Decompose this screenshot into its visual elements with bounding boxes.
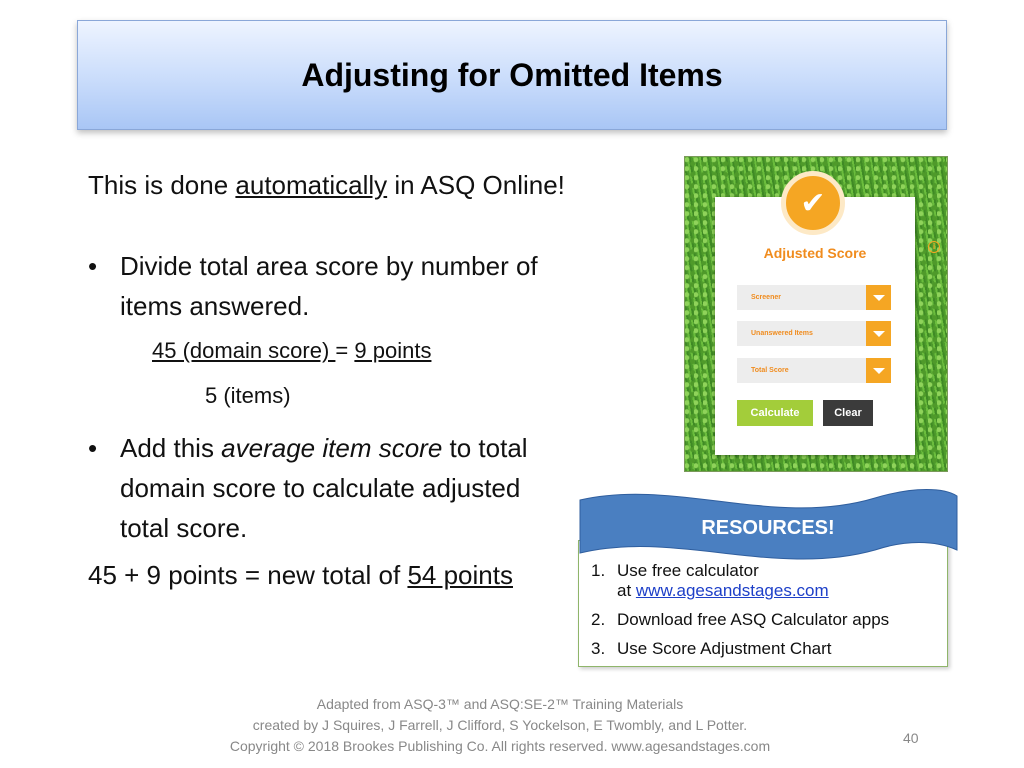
slide-title: Adjusting for Omitted Items <box>301 56 723 93</box>
bullet-text <box>120 428 570 548</box>
page-number: 40 <box>903 730 919 746</box>
item-sub <box>617 581 889 601</box>
total-score-select <box>737 358 891 383</box>
fraction-result: 9 points <box>354 338 432 363</box>
intro-before: This is done <box>88 170 236 200</box>
item-text: Download free ASQ Calculator apps <box>617 610 890 629</box>
field-label: Total Score <box>751 367 789 374</box>
intro-line <box>88 170 565 201</box>
calculator-title: Adjusted Score <box>763 245 867 261</box>
field-label: Unanswered Items <box>751 330 813 337</box>
total-result: 54 points <box>407 560 513 590</box>
fraction-denominator: 5 (items) <box>205 383 291 408</box>
bullet-divide <box>88 246 570 326</box>
bullet-italic: average item score <box>221 433 443 463</box>
footer-line-1: Adapted from ASQ-3™ and ASQ:SE-2™ Training Materials <box>316 696 684 712</box>
screener-select <box>737 285 891 310</box>
title-bar <box>77 20 947 130</box>
calculator-card <box>715 197 936 455</box>
footer-line-3: Copyright © 2018 Brookes Publishing Co. All rights reserved. www.agesandstages.com <box>229 738 771 754</box>
item-number: 3. <box>591 639 606 658</box>
item-number: 1. <box>591 561 606 580</box>
calculate-button: Calculate <box>737 400 813 426</box>
fraction-numerator: 45 (domain score) <box>152 338 336 363</box>
checkmark-icon: ✔ <box>781 171 845 235</box>
clear-button: Clear <box>823 400 873 426</box>
field-label: Screener <box>751 294 781 301</box>
info-icon: i <box>928 241 940 253</box>
chevron-down-icon <box>866 321 891 346</box>
bullet-text: Divide total area score by number of items answered. <box>120 251 538 321</box>
fraction-equals: = <box>335 338 355 363</box>
item-number: 2. <box>591 610 606 629</box>
item-sub-prefix: at <box>617 581 636 600</box>
chevron-down-icon <box>866 285 891 310</box>
bullet-dot-icon: • <box>88 251 98 281</box>
intro-emphasis: automatically <box>235 170 388 200</box>
chevron-down-icon <box>866 358 891 383</box>
list-item <box>591 639 889 659</box>
total-line <box>88 560 513 591</box>
intro-after: in ASQ Online! <box>387 170 565 200</box>
list-item <box>591 610 889 630</box>
item-text: Use Score Adjustment Chart <box>617 639 832 658</box>
total-before: 45 + 9 points = new total of <box>88 560 408 590</box>
unanswered-items-select <box>737 321 891 346</box>
resources-banner-label: RESOURCES! <box>701 517 835 539</box>
bullet-add <box>88 428 570 548</box>
fraction-numerator-line <box>152 338 431 364</box>
item-text: Use free calculator <box>617 561 759 580</box>
bullet-after: to total domain score to calculate adjusted total score. <box>120 433 528 543</box>
calculator-image <box>684 156 948 472</box>
bullet-dot-icon: • <box>88 433 98 463</box>
bullet-before: Add this <box>120 433 222 463</box>
footer-line-2: created by J Squires, J Farrell, J Clifford, S Yockelson, E Twombly, and L Potter. <box>252 717 748 733</box>
agesandstages-link[interactable]: www.agesandstages.com <box>635 581 829 600</box>
resources-list <box>591 561 889 668</box>
